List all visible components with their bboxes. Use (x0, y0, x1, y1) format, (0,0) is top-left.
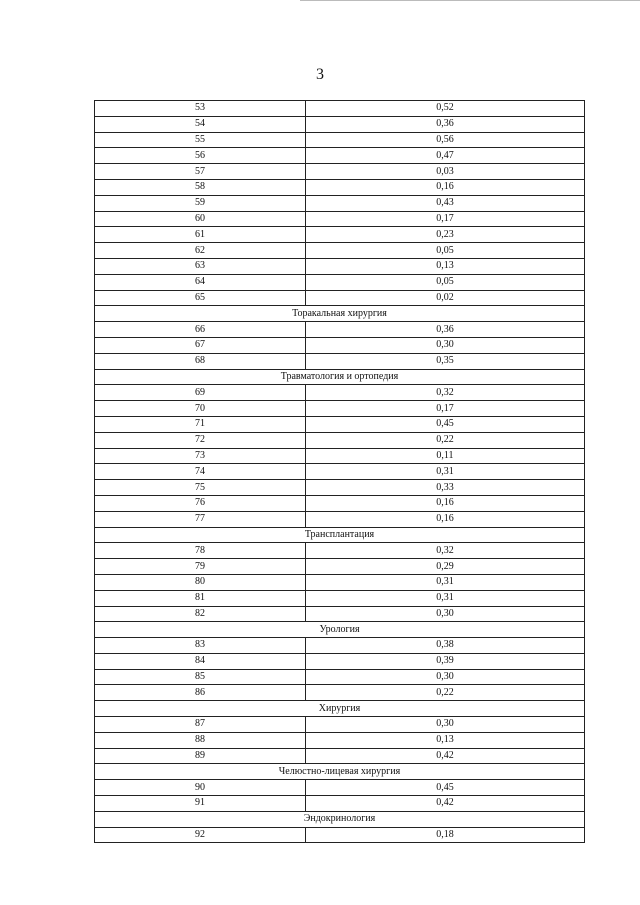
row-code: 62 (95, 243, 306, 259)
row-coefficient: 0,31 (306, 574, 585, 590)
section-header-row (95, 306, 585, 322)
row-code: 76 (95, 495, 306, 511)
row-code: 84 (95, 653, 306, 669)
row-coefficient: 0,32 (306, 385, 585, 401)
row-coefficient: 0,52 (306, 101, 585, 117)
row-coefficient: 0,05 (306, 243, 585, 259)
row-coefficient: 0,30 (306, 606, 585, 622)
row-code: 88 (95, 732, 306, 748)
row-code: 73 (95, 448, 306, 464)
table-row (95, 148, 585, 164)
row-code: 70 (95, 401, 306, 417)
row-code: 77 (95, 511, 306, 527)
row-code: 53 (95, 101, 306, 117)
table-row (95, 116, 585, 132)
table-row (95, 385, 585, 401)
table-row (95, 258, 585, 274)
table-row (95, 543, 585, 559)
table-row (95, 559, 585, 575)
table-row (95, 653, 585, 669)
row-coefficient: 0,16 (306, 179, 585, 195)
row-code: 69 (95, 385, 306, 401)
section-title: Эндокринология (95, 811, 585, 827)
row-code: 65 (95, 290, 306, 306)
row-code: 81 (95, 590, 306, 606)
row-coefficient: 0,43 (306, 195, 585, 211)
table-row (95, 290, 585, 306)
row-coefficient: 0,56 (306, 132, 585, 148)
row-coefficient: 0,02 (306, 290, 585, 306)
row-code: 56 (95, 148, 306, 164)
row-code: 91 (95, 796, 306, 812)
table-row (95, 796, 585, 812)
row-coefficient: 0,35 (306, 353, 585, 369)
table-row (95, 243, 585, 259)
table-row (95, 337, 585, 353)
table-row (95, 448, 585, 464)
row-coefficient: 0,17 (306, 401, 585, 417)
row-coefficient: 0,13 (306, 732, 585, 748)
row-code: 75 (95, 480, 306, 496)
row-code: 63 (95, 258, 306, 274)
section-title: Урология (95, 622, 585, 638)
row-coefficient: 0,30 (306, 337, 585, 353)
table-row (95, 195, 585, 211)
row-coefficient: 0,22 (306, 685, 585, 701)
row-code: 58 (95, 179, 306, 195)
row-coefficient: 0,17 (306, 211, 585, 227)
section-header-row (95, 811, 585, 827)
row-coefficient: 0,38 (306, 638, 585, 654)
row-coefficient: 0,23 (306, 227, 585, 243)
row-coefficient: 0,16 (306, 495, 585, 511)
row-coefficient: 0,31 (306, 590, 585, 606)
table-row (95, 274, 585, 290)
row-code: 87 (95, 717, 306, 733)
table-row (95, 590, 585, 606)
table-row (95, 211, 585, 227)
row-coefficient: 0,30 (306, 717, 585, 733)
section-title: Челюстно-лицевая хирургия (95, 764, 585, 780)
table-row (95, 432, 585, 448)
row-coefficient: 0,16 (306, 511, 585, 527)
table-body (95, 101, 585, 843)
row-code: 71 (95, 416, 306, 432)
table-row (95, 685, 585, 701)
table-row (95, 748, 585, 764)
table-row (95, 480, 585, 496)
row-coefficient: 0,45 (306, 416, 585, 432)
row-code: 90 (95, 780, 306, 796)
row-coefficient: 0,13 (306, 258, 585, 274)
row-code: 68 (95, 353, 306, 369)
section-header-row (95, 527, 585, 543)
section-header-row (95, 369, 585, 385)
row-code: 54 (95, 116, 306, 132)
table-row (95, 132, 585, 148)
table-row (95, 495, 585, 511)
table-row (95, 827, 585, 843)
row-coefficient: 0,18 (306, 827, 585, 843)
section-title: Хирургия (95, 701, 585, 717)
row-code: 79 (95, 559, 306, 575)
table-row (95, 638, 585, 654)
row-code: 83 (95, 638, 306, 654)
table-row (95, 401, 585, 417)
table-row (95, 732, 585, 748)
section-header-row (95, 622, 585, 638)
section-header-row (95, 764, 585, 780)
row-code: 72 (95, 432, 306, 448)
section-title: Торакальная хирургия (95, 306, 585, 322)
row-code: 82 (95, 606, 306, 622)
table-row (95, 101, 585, 117)
row-coefficient: 0,22 (306, 432, 585, 448)
row-code: 64 (95, 274, 306, 290)
row-coefficient: 0,05 (306, 274, 585, 290)
row-code: 57 (95, 164, 306, 180)
row-coefficient: 0,29 (306, 559, 585, 575)
table-row (95, 322, 585, 338)
row-coefficient: 0,42 (306, 748, 585, 764)
section-title: Травматология и ортопедия (95, 369, 585, 385)
row-code: 55 (95, 132, 306, 148)
table-row (95, 717, 585, 733)
scan-edge-line (300, 0, 640, 1)
row-coefficient: 0,36 (306, 322, 585, 338)
row-coefficient: 0,32 (306, 543, 585, 559)
row-code: 85 (95, 669, 306, 685)
table-row (95, 416, 585, 432)
table-row (95, 464, 585, 480)
row-code: 89 (95, 748, 306, 764)
row-code: 92 (95, 827, 306, 843)
table-row (95, 780, 585, 796)
row-coefficient: 0,42 (306, 796, 585, 812)
coefficients-table (94, 100, 585, 843)
section-header-row (95, 701, 585, 717)
table-row (95, 511, 585, 527)
row-coefficient: 0,33 (306, 480, 585, 496)
table-row (95, 164, 585, 180)
table-row (95, 227, 585, 243)
row-coefficient: 0,36 (306, 116, 585, 132)
table-row (95, 574, 585, 590)
section-title: Трансплантация (95, 527, 585, 543)
row-code: 67 (95, 337, 306, 353)
row-coefficient: 0,31 (306, 464, 585, 480)
row-coefficient: 0,45 (306, 780, 585, 796)
row-coefficient: 0,39 (306, 653, 585, 669)
row-code: 86 (95, 685, 306, 701)
row-code: 59 (95, 195, 306, 211)
row-code: 80 (95, 574, 306, 590)
row-coefficient: 0,47 (306, 148, 585, 164)
row-code: 61 (95, 227, 306, 243)
row-code: 74 (95, 464, 306, 480)
table-row (95, 606, 585, 622)
page-number: 3 (316, 66, 324, 83)
row-code: 66 (95, 322, 306, 338)
row-coefficient: 0,11 (306, 448, 585, 464)
table-row (95, 179, 585, 195)
row-code: 60 (95, 211, 306, 227)
row-coefficient: 0,30 (306, 669, 585, 685)
table-row (95, 353, 585, 369)
table-row (95, 669, 585, 685)
row-code: 78 (95, 543, 306, 559)
row-coefficient: 0,03 (306, 164, 585, 180)
